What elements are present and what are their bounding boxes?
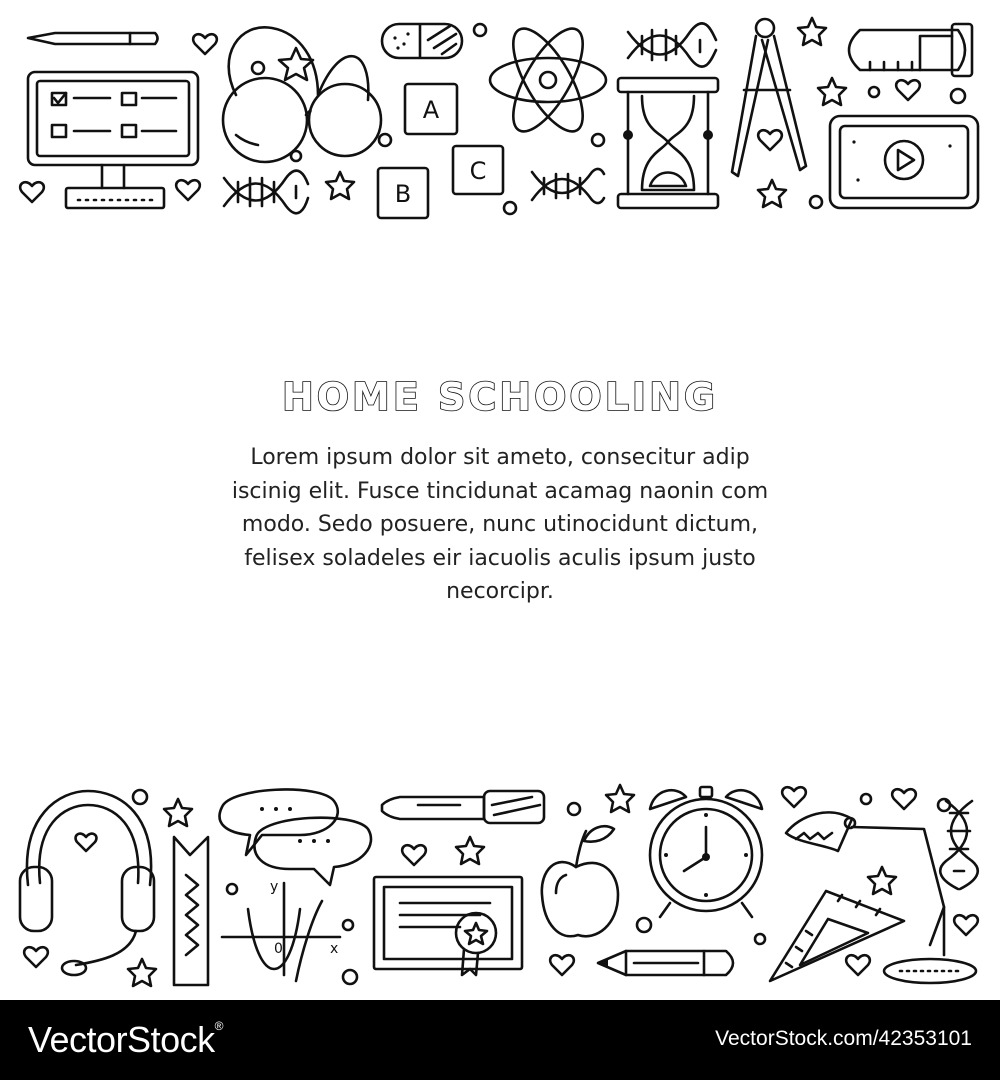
- dot-icon: [592, 134, 604, 146]
- top-doodle-band: [0, 0, 1000, 225]
- dot-icon: [951, 89, 965, 103]
- dot-icon: [474, 24, 486, 36]
- dot-icon: [869, 87, 879, 97]
- watermark-footer: [0, 1000, 1000, 1080]
- pill-icon: [382, 24, 462, 58]
- bottom-doodle-band: [0, 775, 1000, 1000]
- heart-icon: [758, 130, 782, 150]
- heart-icon: [550, 955, 574, 975]
- dot-icon: [810, 196, 822, 208]
- star-icon: [128, 959, 156, 986]
- alarm-clock-icon: [650, 787, 762, 917]
- atom-icon: [490, 19, 606, 141]
- star-icon: [606, 785, 634, 812]
- heart-icon: [24, 947, 48, 967]
- page-title: HOME SCHOOLING: [281, 375, 719, 419]
- speech-bubbles-icon: [220, 790, 371, 885]
- certificate-icon: [374, 877, 522, 975]
- letter-block-c: [453, 146, 503, 194]
- heart-icon: [782, 787, 806, 807]
- ruler-icon: [174, 837, 208, 985]
- body-paragraph: Lorem ipsum dolor sit ameto, consecitur adip iscinig elit. Fusce tincidunat acamag naonin com modo. Sedo posuere, nunc utinocidunt dictum, felisex soladeles eir iacuolis aculis ipsum justo necorcipr.: [231, 445, 769, 604]
- dot-icon: [379, 134, 391, 146]
- drafting-compass-icon: [732, 19, 806, 176]
- letter-b: B: [394, 180, 412, 208]
- set-square-icon: [770, 891, 904, 981]
- star-icon: [818, 78, 846, 105]
- brand-logo: [28, 1019, 223, 1061]
- heart-icon: [896, 80, 920, 100]
- heart-icon: [402, 845, 426, 865]
- heart-icon: [176, 180, 200, 200]
- letter-block-a: [405, 84, 457, 134]
- letter-a: A: [422, 96, 440, 124]
- dot-icon: [938, 799, 950, 811]
- content-block: [0, 375, 1000, 609]
- heart-icon: [193, 34, 217, 54]
- dot-icon: [291, 151, 301, 161]
- letter-block-b: [378, 168, 428, 218]
- pencil-icon: [598, 951, 733, 975]
- heart-icon: [846, 955, 870, 975]
- graph-y-label: y: [270, 879, 279, 895]
- heart-icon: [20, 182, 44, 202]
- apple-icon: [542, 826, 618, 936]
- dna-icon: [628, 23, 716, 66]
- dna-icon-2: [224, 171, 308, 214]
- graph-origin-label: 0: [274, 941, 283, 957]
- bottom-doodles: [0, 775, 1000, 1000]
- letter-c: C: [469, 157, 487, 185]
- monitor-icon: [28, 72, 198, 208]
- star-icon: [758, 180, 786, 207]
- dot-icon: [343, 970, 357, 984]
- dot-icon: [504, 202, 516, 214]
- pen-icon: [28, 33, 158, 44]
- star-icon: [456, 837, 484, 864]
- dot-icon: [637, 918, 651, 932]
- dot-icon: [755, 934, 765, 944]
- test-tube-icon: [849, 24, 972, 76]
- dna-icon: [940, 801, 978, 889]
- dot-icon: [861, 794, 871, 804]
- dot-icon: [227, 884, 237, 894]
- star-icon: [798, 18, 826, 45]
- star-icon: [868, 867, 896, 894]
- graph-x-label: x: [330, 941, 339, 957]
- top-doodles: [0, 0, 1000, 225]
- brand-name: VectorStock: [28, 1019, 215, 1060]
- dna-icon-3: [532, 169, 604, 203]
- stock-id-text: VectorStock.com/42353101: [715, 1027, 972, 1050]
- marker-icon: [382, 791, 544, 823]
- glasses-icon: [223, 27, 381, 162]
- heart-icon: [954, 915, 978, 935]
- star-icon: [164, 799, 192, 826]
- heart-icon: [892, 789, 916, 809]
- hourglass-icon: [618, 78, 718, 208]
- star-icon: [326, 172, 354, 199]
- dot-icon: [133, 790, 147, 804]
- parabola-graph-icon: [222, 879, 340, 981]
- video-tablet-icon: [830, 116, 978, 208]
- registered-mark: ®: [214, 1019, 223, 1033]
- dot-icon: [568, 803, 580, 815]
- dot-icon: [343, 920, 353, 930]
